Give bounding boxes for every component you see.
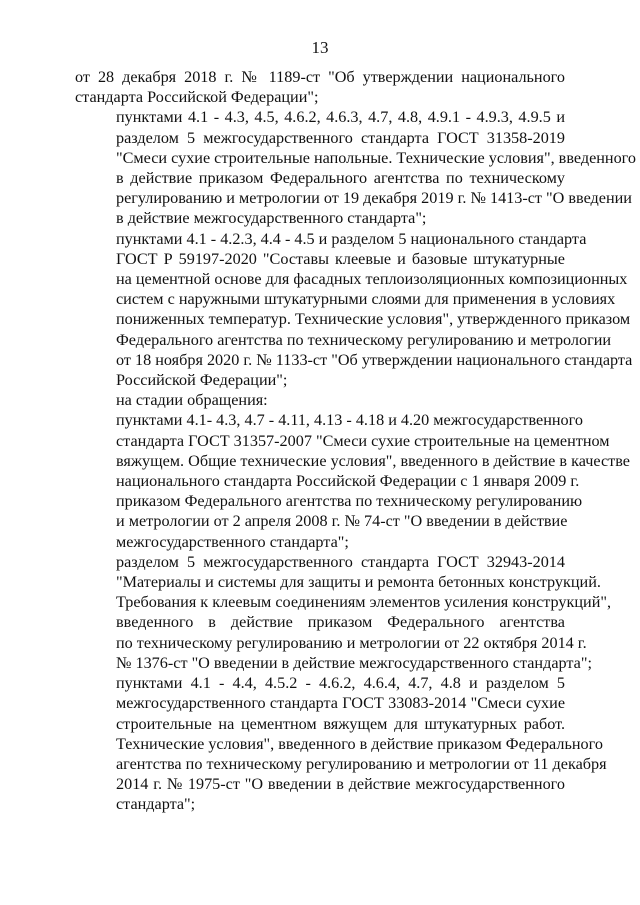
text-line: пунктами 4.1 - 4.3, 4.5, 4.6.2, 4.6.3, 4.7, 4.8, 4.9.1 - 4.9.3, 4.9.5 и	[116, 108, 565, 127]
text-line: пунктами 4.1 - 4.2.3, 4.4 - 4.5 и разделом 5 национального стандарта	[116, 229, 587, 248]
page-number: 13	[311, 38, 329, 57]
text-line: национального стандарта Российской Федерации с 1 января 2009 г.	[116, 472, 580, 491]
paragraph-gost-r-59197	[75, 229, 633, 391]
text-line: разделом 5 межгосударственного стандарта ГОСТ 32943-2014	[116, 552, 565, 571]
text-line: в действие межгосударственного стандарта";	[116, 209, 427, 228]
text-line: ГОСТ Р 59197-2020 "Составы клеевые и базовые штукатурные	[116, 249, 565, 268]
text-line: межгосударственного стандарта";	[116, 532, 349, 551]
text-line: регулированию и метрологии от 19 декабря 2019 г. № 1413-ст "О введении	[116, 189, 632, 208]
paragraph-gost-31357	[75, 410, 630, 551]
paragraph-gost-32943	[75, 552, 612, 673]
text-line: введенного в действие приказом Федерального агентства	[116, 613, 565, 632]
text-line: от 18 ноября 2020 г. № 1133-ст "Об утверждении национального стандарта	[116, 350, 633, 369]
text-line: "Смеси сухие строительные напольные. Технические условия", введенного	[116, 148, 637, 167]
paragraph-decree-2018	[75, 67, 565, 107]
text-line: № 1376-ст "О введении в действие межгосударственного стандарта";	[116, 653, 592, 672]
text-line: пониженных температур. Технические условия", утвержденного приказом	[116, 310, 631, 329]
text-line: "Материалы и системы для защиты и ремонта бетонных конструкций.	[116, 573, 601, 592]
text-line: вяжущем. Общие технические условия", введенного в действие в качестве	[116, 451, 630, 470]
text-line: разделом 5 межгосударственного стандарта ГОСТ 31358-2019	[116, 128, 565, 147]
text-line: Федерального агентства по техническому регулированию и метрологии	[116, 330, 612, 349]
text-line: пунктами 4.1 - 4.4, 4.5.2 - 4.6.2, 4.6.4, 4.7, 4.8 и разделом 5	[116, 674, 565, 693]
text-line: строительные на цементном вяжущем для штукатурных работ.	[116, 714, 565, 733]
paragraph-gost-33083	[75, 673, 607, 814]
paragraph-circulation-stage	[75, 390, 565, 410]
text-line: стандарта Российской Федерации";	[75, 88, 319, 107]
text-line: в действие приказом Федерального агентства по техническому	[116, 169, 565, 188]
text-line: и метрологии от 2 апреля 2008 г. № 74-ст "О введении в действие	[116, 512, 568, 531]
paragraph-gost-31358	[75, 107, 637, 228]
text-line: на стадии обращения:	[116, 391, 268, 410]
text-line: на цементной основе для фасадных теплоизоляционных композиционных	[116, 270, 628, 289]
document-body	[75, 67, 637, 815]
text-line: по техническому регулированию и метрологии от 22 октября 2014 г.	[116, 633, 587, 652]
text-line: стандарта";	[116, 795, 196, 814]
text-line: Требования к клеевым соединениям элементов усиления конструкций",	[116, 593, 612, 612]
text-line: агентства по техническому регулированию и метрологии от 11 декабря	[116, 754, 607, 773]
text-line: пунктами 4.1- 4.3, 4.7 - 4.11, 4.13 - 4.18 и 4.20 межгосударственного	[116, 411, 583, 430]
text-line: Российской Федерации";	[116, 371, 288, 390]
text-line: стандарта ГОСТ 31357-2007 "Смеси сухие строительные на цементном	[116, 431, 610, 450]
text-line: Технические условия", введенного в действие приказом Федерального	[116, 734, 603, 753]
text-line: приказом Федерального агентства по техническому регулированию	[116, 492, 583, 511]
text-line: 2014 г. № 1975-ст "О введении в действие межгосударственного	[116, 775, 565, 794]
text-line: межгосударственного стандарта ГОСТ 33083-2014 "Смеси сухие	[116, 694, 565, 713]
text-line: от 28 декабря 2018 г. № 1189-ст "Об утверждении национального	[75, 68, 565, 86]
text-line: систем с наружными штукатурными слоями для применения в условиях	[116, 290, 616, 309]
